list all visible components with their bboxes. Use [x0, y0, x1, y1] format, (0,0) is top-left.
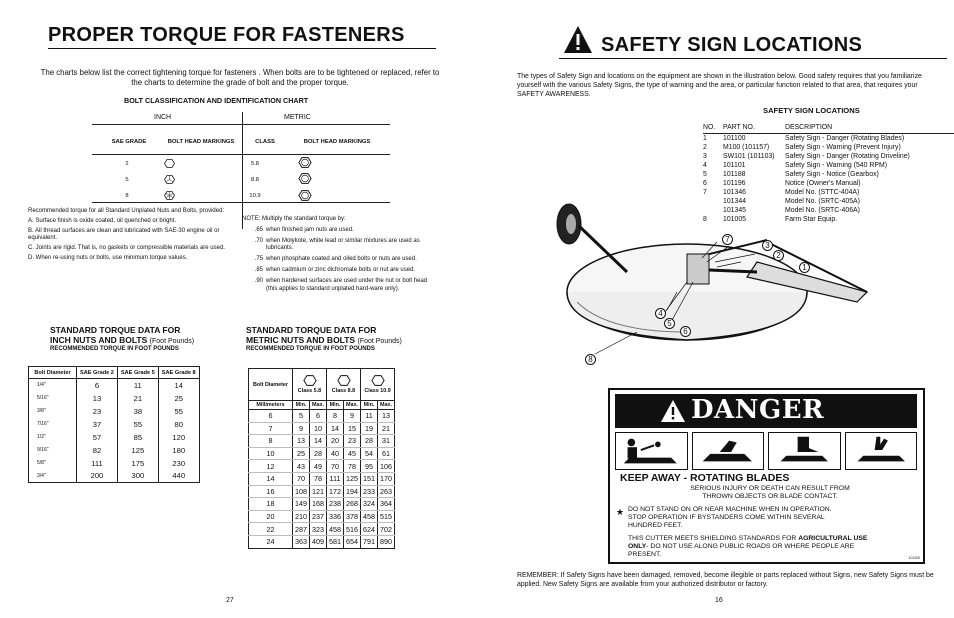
hand-injury-pictogram-icon: [845, 432, 918, 470]
mower-illustration: [517, 182, 897, 372]
table-row: 14 70 78 111 125 151 170: [249, 472, 395, 485]
callout-2: 2: [773, 250, 784, 261]
table-row: 10 25 28 40 45 54 61: [249, 447, 395, 460]
callout-3: 3: [762, 240, 773, 251]
table-row: 20 210 237 336 378 458 515: [249, 510, 395, 523]
table-row: 16 108 121 172 194 233 263: [249, 485, 395, 498]
right-page: [477, 0, 954, 618]
bolt-head-header-metric: BOLT HEAD MARKINGS: [303, 139, 371, 145]
table-row: 24 363 409 581 654 791 890: [249, 535, 395, 548]
blade-contact-pictogram-icon: [692, 432, 765, 470]
list-item: 1 101100 Safety Sign - Danger (Rotating Blades): [703, 134, 905, 142]
table-row: 3/8" 23 38 55: [29, 405, 200, 418]
grade-8-hex-icon: [164, 191, 234, 202]
inch-torque-table: Bolt Diameter SAE Grade 2 SAE Grade 5 SAE Grade 8 1/4" 6 11 14 5/16" 13 21 25 3/8" 23 38 55 7/16" 37 55 80 1/2" 57 85 120 9/16" 82 125 180 5/8" 111 175 230 3/4" 200 300 440: [28, 366, 200, 483]
danger-headline: KEEP AWAY - ROTATING BLADES: [620, 472, 790, 484]
table-row: 5/16" 13 21 25: [29, 392, 200, 405]
note-item: .65 when finished jam nuts are used.: [254, 226, 354, 233]
metric-label: METRIC: [284, 114, 311, 121]
note-heading: NOTE: Multiply the standard torque by:: [242, 216, 346, 222]
safety-sign-list-title: SAFETY SIGN LOCATIONS: [763, 106, 860, 115]
page-number: 27: [226, 597, 234, 604]
sae-grade-cell: 8: [125, 193, 129, 199]
danger-sign-code: 101100: [908, 556, 920, 560]
recommended-item: D. When re-using nuts or bolts, use minimum torque values.: [28, 254, 188, 261]
callout-6: 6: [680, 326, 691, 337]
recommended-item: A. Surface finish is oxide coated, oil quenched or bright.: [28, 217, 177, 224]
thrown-object-pictogram-icon: [615, 432, 688, 470]
list-item: 8 101005 Farm Star Equip.: [703, 215, 838, 223]
callout-8: 8: [585, 354, 596, 365]
metric-torque-title: STANDARD TORQUE DATA FOR METRIC NUTS AND BOLTS (Foot Pounds) RECOMMENDED TORQUE IN FOOT POUNDS: [246, 325, 402, 352]
title-rule: [559, 58, 947, 59]
danger-line-3: THIS CUTTER MEETS SHIELDING STANDARDS FOR AGRICULTURAL USE ONLY- DO NOT USE ALONG PUBLIC ROADS OR WHERE PEOPLE ARE PRESENT.: [628, 535, 868, 559]
title-rule: [48, 48, 436, 49]
remember-text: REMEMBER: If Safety Signs have been damaged, removed, become illegible or parts replaced without Signs, new Safety Signs must be applied. New Safety Signs are available from your authorized distributor or factory.: [517, 572, 934, 588]
class-cell: 5.8: [250, 161, 260, 167]
table-row: 8 13 14 20 23 28 31: [249, 435, 395, 448]
list-item: 2 M100 (101157) Safety Sign - Warning (Prevent Injury): [703, 143, 901, 151]
class-5-8-hex-icon: [298, 157, 368, 170]
callout-5: 5: [664, 318, 675, 329]
table-row: 12 43 49 70 78 95 106: [249, 460, 395, 473]
callout-4: 4: [655, 308, 666, 319]
list-item: 101344 Model No. (SRTC-405A): [723, 197, 860, 205]
metric-torque-table: Bolt Diameter Class 5.8 Class 8.8 Class 10.9 Millimeters Min. Max. Min. Max. Min. Max. 6 5 6 8 9 11 13 7 9 10 14 15 19 21 8 13 14 20 23 28 31 10 25 28 40 45 54 61 12 43 49 70 78 95 106 14 70 78 111 125 151 170 16 108 121 172 194 233 263 18 149 168 238 268 324 364 20 210 237 336 378 458 515 22 287 323 458 516 624 702 24 363 409 581 654 791 890: [248, 368, 395, 549]
note-item: .75 when phosphate coated and oiled bolts or nuts are used.: [254, 256, 417, 263]
list-item: 101345 Model No. (SRTC-406A): [723, 206, 860, 214]
hazard-pictograms: [615, 432, 917, 470]
grade-5-hex-icon: [164, 175, 234, 186]
recommended-heading: Recommended torque for all Standard Unplated Nuts and Bolts, provided:: [28, 208, 225, 214]
table-row: 1/4" 6 11 14: [29, 379, 200, 392]
list-item: 3 SW101 (101103) Safety Sign - Danger (Rotating Driveline): [703, 152, 910, 160]
table-row: 7/16" 37 55 80: [29, 418, 200, 431]
danger-triangle-icon: [660, 399, 686, 423]
intro-text: The charts below list the correct tightening torque for fasteners . When bolts are to be tightened or replaced, refer to the charts to determine the grade of bolt and the proper torque.: [40, 68, 440, 87]
class-8-8-header: Class 8.8: [327, 369, 361, 401]
class-cell: 8.8: [250, 177, 260, 183]
callout-7: 7: [722, 234, 733, 245]
note-item: .70 when Molykote, white lead or similar mixtures are used as lubricants.: [254, 237, 420, 252]
class-10-9-header: Class 10.9: [361, 369, 395, 401]
table-row: 7 9 10 14 15 19 21: [249, 422, 395, 435]
sae-grade-header: SAE GRADE: [111, 139, 147, 145]
list-item: 4 101101 Safety Sign - Warning (540 RPM): [703, 161, 887, 169]
page-number: 16: [715, 597, 723, 604]
danger-line-2: DO NOT STAND ON OR NEAR MACHINE WHEN IN OPERATION. STOP OPERATION IF BYSTANDERS COME WITHIN SEVERAL HUNDRED FEET.: [628, 506, 832, 530]
class-5-8-header: Class 5.8: [293, 369, 327, 401]
page-title: PROPER TORQUE FOR FASTENERS: [48, 24, 405, 46]
class-8-8-hex-icon: [298, 173, 368, 186]
danger-sign: [608, 388, 925, 564]
table-row: 22 287 323 458 516 624 702: [249, 523, 395, 536]
parts-list-header: NO. PART NO. DESCRIPTION: [703, 124, 954, 134]
table-row: 6 5 6 8 9 11 13: [249, 410, 395, 423]
callout-1: 1: [799, 262, 810, 273]
grade-2-hex-icon: [164, 159, 234, 170]
danger-header: [615, 394, 917, 428]
table-row: 5/8" 111 175 230: [29, 457, 200, 470]
list-item: 5 101188 Safety Sign - Notice (Gearbox): [703, 170, 879, 178]
recommended-item: C. Joints are rigid. That is, no gaskets or compressible materials are used.: [28, 245, 225, 252]
classification-chart-title: BOLT CLASSIFICATION AND IDENTIFICATION CHART: [124, 96, 309, 105]
danger-word: DANGER: [691, 395, 825, 425]
warning-triangle-icon: [563, 25, 593, 55]
intro-text: The types of Safety Sign and locations on the equipment are shown in the illustration below. Good safety requires that you familiarize yourself with the various Safety Signs, the type of warning and the area, or particular function related to that area, that requires your SAFETY AWARENESS.: [517, 73, 922, 98]
danger-line-1: SERIOUS INJURY OR DEATH CAN RESULT FROM THROWN OBJECTS OR BLADE CONTACT.: [690, 485, 850, 501]
table-row: 9/16" 82 125 180: [29, 444, 200, 457]
recommended-item: B. All thread surfaces are clean and lubricated with SAE-30 engine oil or equivalent.: [28, 227, 220, 242]
class-cell: 10.9: [249, 193, 261, 199]
class-header: CLASS: [255, 139, 275, 145]
sae-grade-cell: 5: [125, 177, 129, 183]
star-icon: ★: [616, 507, 625, 517]
table-row: 1/2" 57 85 120: [29, 431, 200, 444]
page-title: SAFETY SIGN LOCATIONS: [601, 34, 863, 56]
note-item: .90 when hardened surfaces are used under the nut or bolt head (this applies to standard unplated hard-ware only).: [254, 277, 428, 292]
bolt-head-header-inch: BOLT HEAD MARKINGS: [167, 139, 235, 145]
torque-multiplier-note: [244, 216, 440, 296]
sae-grade-cell: 2: [125, 161, 129, 167]
list-item: 7 101346 Model No. (STTC-404A): [703, 188, 860, 196]
inch-label: INCH: [154, 114, 172, 121]
foot-injury-pictogram-icon: [768, 432, 841, 470]
recommended-torque-notes: [28, 208, 226, 265]
table-row: 3/4" 200 300 440: [29, 470, 200, 483]
inch-torque-title: STANDARD TORQUE DATA FOR INCH NUTS AND BOLTS (Foot Pounds) RECOMMENDED TORQUE IN FOOT POUNDS: [50, 325, 195, 352]
table-row: 18 149 168 238 268 324 364: [249, 498, 395, 511]
note-item: .85 when cadmium or zinc dichromate bolts or nut are used.: [254, 266, 416, 273]
list-item: 6 101196 Notice (Owner's Manual): [703, 179, 861, 187]
